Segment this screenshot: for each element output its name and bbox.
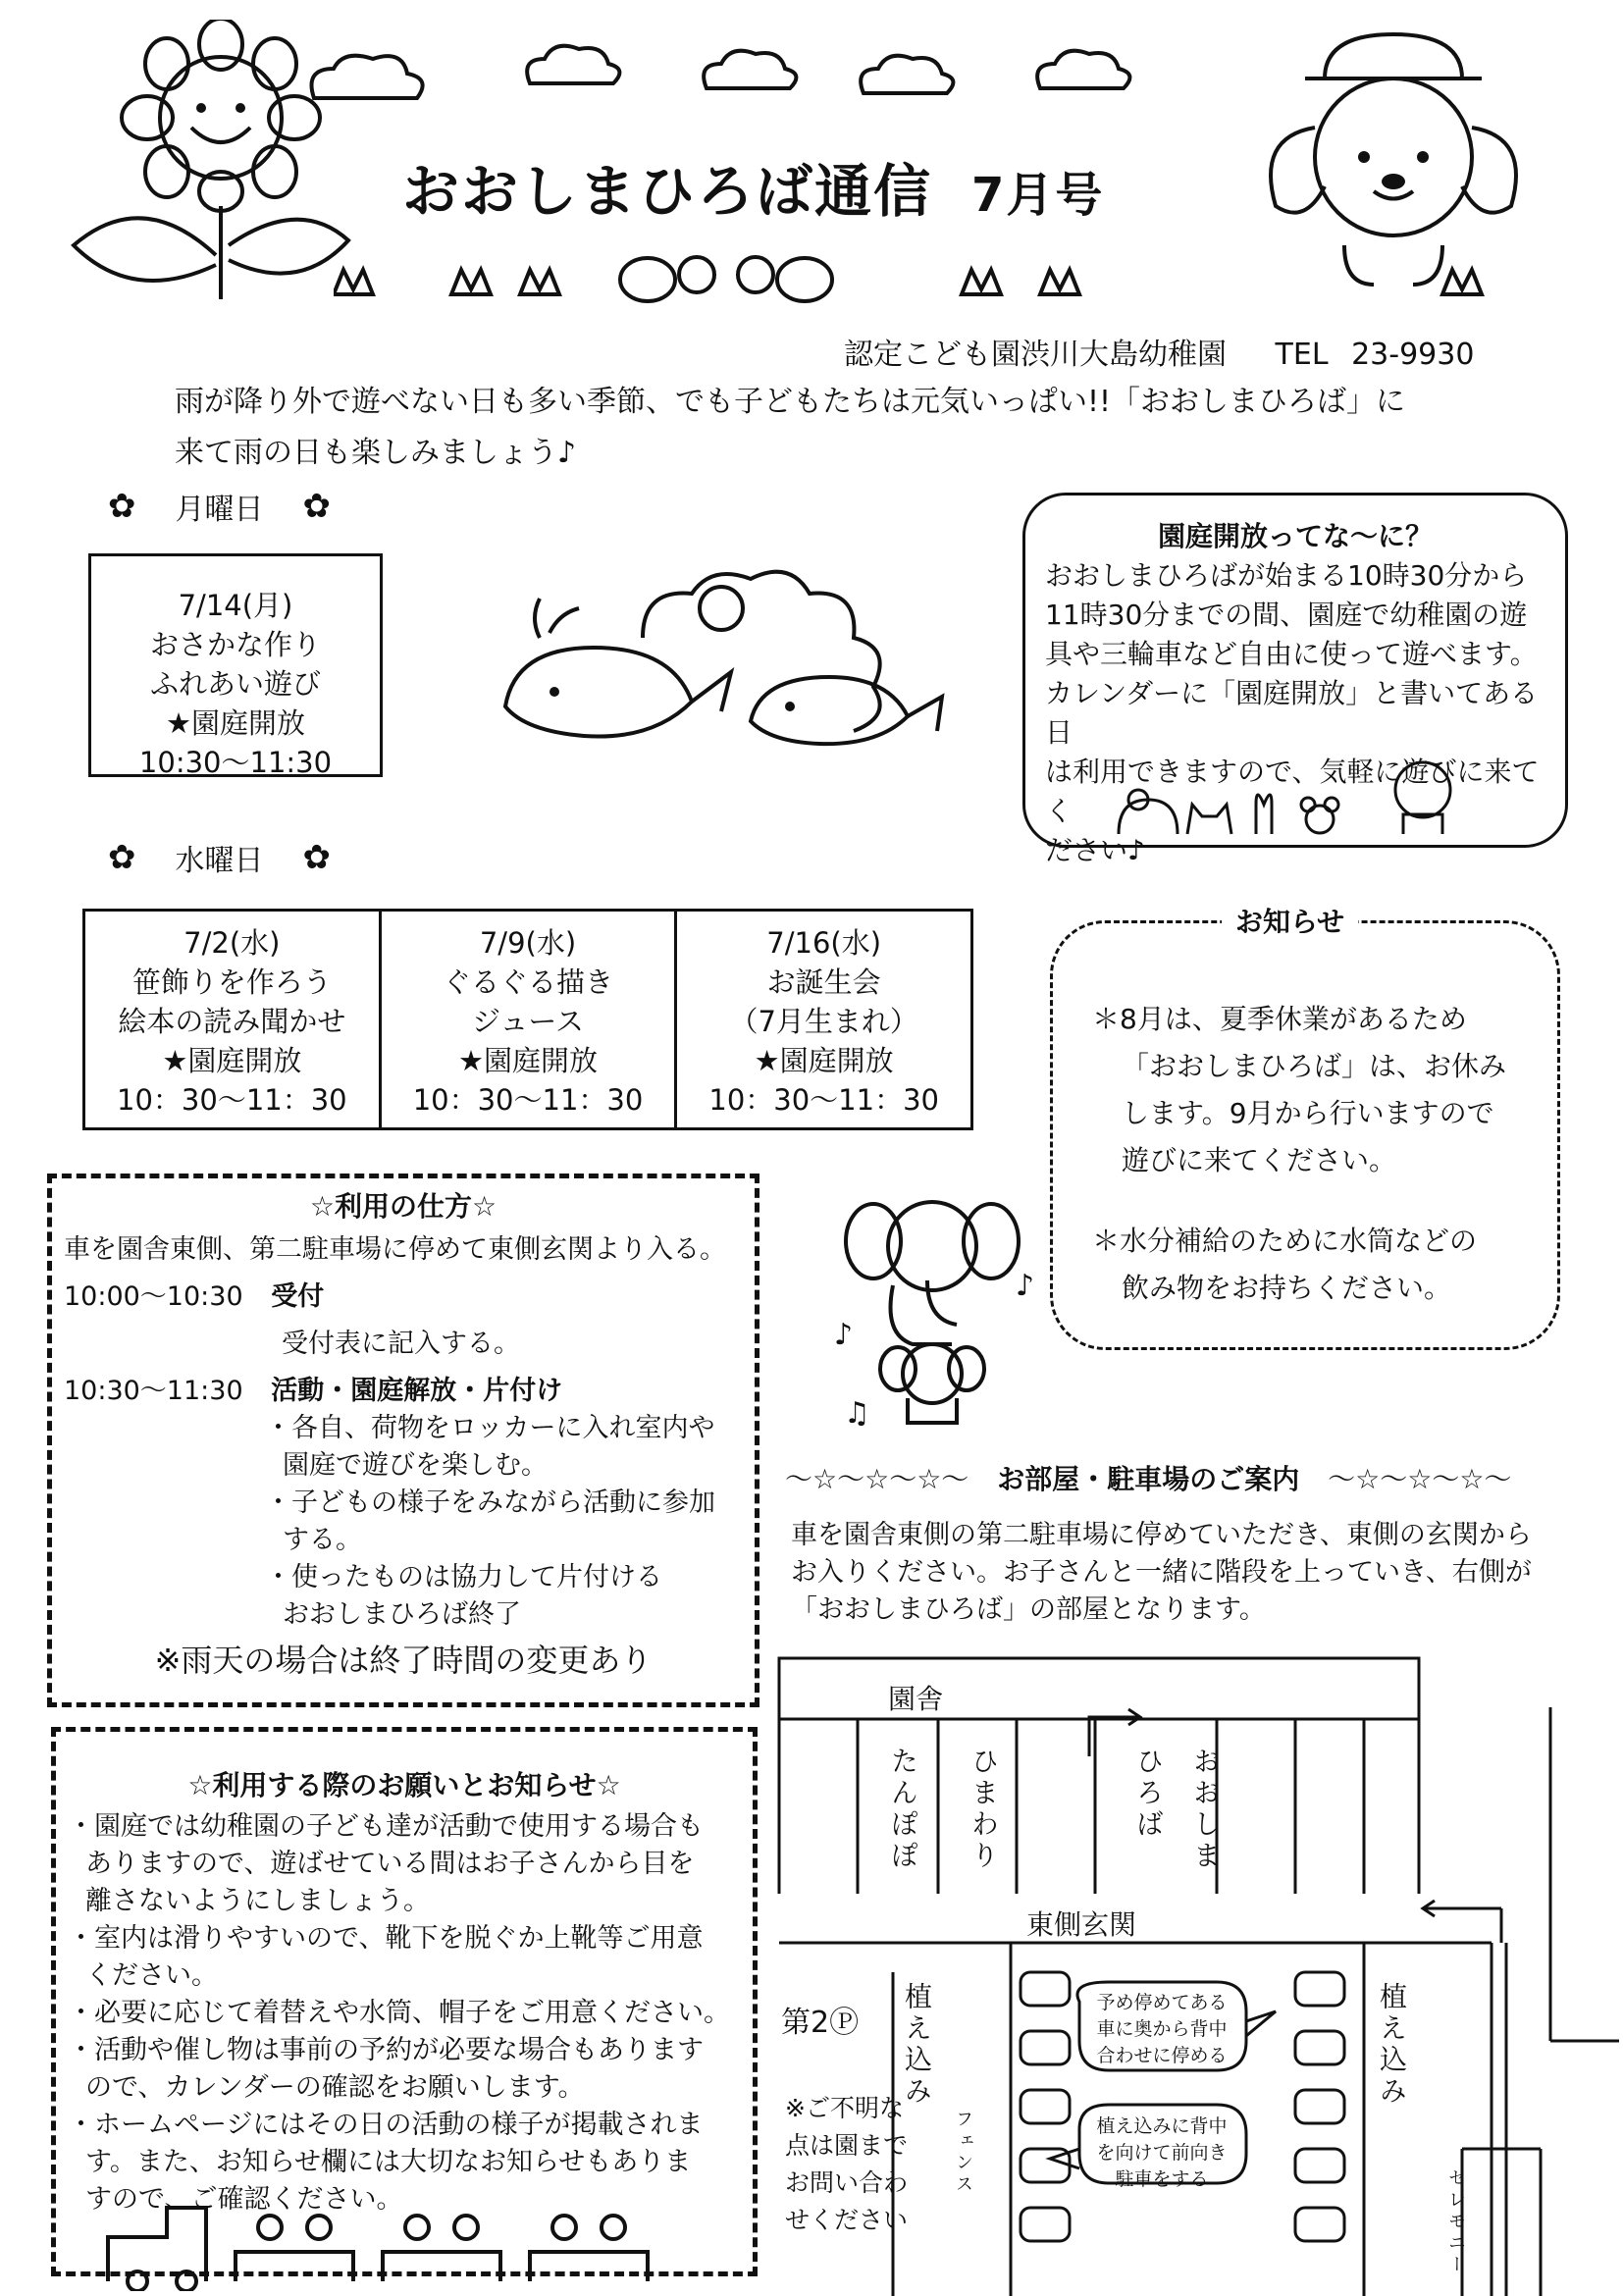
event-time: 10：30〜11：30	[412, 1083, 644, 1117]
usage-box	[47, 1174, 759, 1707]
request-line: ・活動や催し物は事前の予約が必要な場合もあります	[68, 2035, 704, 2065]
guide-line: 「おおしまひろば」の部屋となります。	[791, 1594, 1266, 1625]
guide-text	[791, 1517, 1532, 1629]
notice-line: ＊8月は、夏季休業があるため	[1092, 1003, 1467, 1035]
event-line: お誕生会	[766, 965, 881, 999]
inquiry-line: 点は園まで	[785, 2131, 909, 2160]
intro-line-1: 雨が降り外で遊べない日も多い季節、でも子どもたちは元気いっぱい!!「おおしまひろば」に	[175, 385, 1406, 419]
flower-icon: ✿	[108, 838, 136, 877]
notice-line: します。9月から行いますので	[1122, 1097, 1494, 1129]
notice-line: 「おおしまひろば」は、お休み	[1122, 1050, 1507, 1082]
event-line: ★園庭開放	[754, 1044, 894, 1077]
wednesday-heading-label: 水曜日	[175, 844, 264, 878]
map-bubble-1	[1083, 1990, 1240, 2069]
inquiry-line: ※ご不明な	[785, 2094, 904, 2122]
usage-title: ☆利用の仕方☆	[309, 1190, 497, 1223]
bubble-line: を向けて前向き	[1096, 2142, 1228, 2164]
map-bubble-2	[1083, 2113, 1240, 2193]
garden-open-line: ださい♪	[1045, 834, 1145, 866]
event-date: 7/14(月)	[178, 589, 293, 622]
page-title	[402, 145, 1104, 228]
event-line: 絵本の読み聞かせ	[118, 1005, 346, 1038]
request-line: 離さないようにしましょう。	[85, 1886, 430, 1916]
rain-note: ※雨天の場合は終了時間の変更あり	[154, 1642, 653, 1679]
organization-name: 認定こども園渋川大島幼稚園	[844, 338, 1227, 372]
wednesday-event-cell	[674, 912, 970, 1127]
usage-bullet: ・各自、荷物をロッカーに入れ室内や	[265, 1413, 715, 1443]
map-room-himawari: ひまわり	[968, 1747, 1000, 1872]
elephants-illustration	[824, 1187, 1050, 1433]
event-line: 笹飾りを作ろう	[131, 965, 332, 999]
usage-label: 活動・園庭解放・片付け	[271, 1376, 563, 1406]
usage-label: 受付	[271, 1281, 325, 1312]
notice-box	[1050, 920, 1560, 1350]
garden-open-title: 園庭開放ってな〜に？	[1157, 520, 1433, 552]
monday-heading	[108, 485, 331, 528]
animals-row-illustration	[1109, 756, 1482, 844]
requests-title: ☆利用する際のお願いとお知らせ☆	[187, 1769, 621, 1801]
event-time: 10:30〜11:30	[138, 746, 333, 779]
grass-and-bees-decoration	[334, 245, 1531, 314]
map-parking-label: 第2Ⓟ	[781, 2006, 860, 2040]
usage-time: 10:00〜10:30	[64, 1281, 243, 1312]
map-inquiry-note	[785, 2090, 908, 2239]
request-line: す。また、お知らせ欄には大切なお知らせもありま	[85, 2147, 692, 2177]
notice-title: お知らせ	[1222, 901, 1358, 940]
event-line: （7月生まれ）	[729, 1005, 918, 1038]
guide-title: お部屋・駐車場のご案内	[997, 1463, 1300, 1495]
svg-text:♫: ♫	[844, 1396, 870, 1431]
bubble-line: 合わせに停める	[1096, 2045, 1228, 2066]
bubble-line: 植え込みに背中	[1096, 2115, 1228, 2137]
request-line: ください。	[85, 1960, 218, 1991]
garden-open-line: カレンダーに「園庭開放」と書いてある日	[1045, 677, 1539, 749]
issue-label: 7月号	[971, 168, 1105, 223]
flower-icon: ✿	[302, 838, 331, 877]
notice-line: 遊びに来てください。	[1122, 1144, 1397, 1176]
map-room-hiroba: ひろば	[1132, 1747, 1165, 1841]
usage-bullet: 園庭で遊びを楽しむ。	[283, 1450, 548, 1481]
usage-bullet: ・使ったものは協力して片付ける	[265, 1562, 662, 1592]
bubble-line: 車に奥から背中	[1096, 2018, 1228, 2040]
usage-desc: 受付表に記入する。	[282, 1329, 520, 1359]
event-line: ふれあい遊び	[149, 667, 321, 701]
clouds-decoration	[294, 39, 1325, 128]
train-illustration	[98, 2198, 707, 2291]
intro-line-2: 来て雨の日も楽しみましょう♪	[175, 436, 577, 470]
flower-icon: ✿	[108, 487, 136, 526]
request-line: ・園庭では幼稚園の子ども達が活動で使用する場合も	[68, 1811, 704, 1842]
garden-open-line: 具や三輪車など自由に使って遊べます。	[1045, 638, 1538, 670]
usage-bullet: おおしまひろば終了	[283, 1599, 521, 1630]
svg-text:♪: ♪	[834, 1318, 854, 1352]
guide-deco: 〜☆〜☆〜☆〜	[1328, 1463, 1512, 1495]
map-entrance-label: 東側玄関	[1026, 1908, 1137, 1941]
map-planting-right: 植え込み	[1376, 1982, 1408, 2108]
bubble-line: 駐車をする	[1115, 2168, 1209, 2190]
map-fence-label: フェンス	[953, 2110, 973, 2196]
inquiry-line: お問い合わ	[785, 2168, 909, 2197]
map-ceremony-label: セレモニー	[1445, 2168, 1466, 2276]
organization-line	[844, 330, 1474, 373]
wednesday-event-cell	[85, 912, 379, 1127]
request-line: ・室内は滑りやすいので、靴下を脱ぐか上靴等ご用意	[68, 1923, 704, 1954]
event-line: ★園庭開放	[458, 1044, 598, 1077]
event-line: おさかな作り	[149, 628, 321, 661]
intro-text	[175, 377, 1405, 479]
tel-label: TEL	[1275, 338, 1329, 372]
event-time: 10：30〜11：30	[117, 1083, 347, 1117]
event-date: 7/2(水)	[183, 926, 281, 960]
event-line: ジュース	[472, 1005, 584, 1038]
wednesday-events-table	[82, 909, 973, 1130]
map-room-oshima: おおしま	[1189, 1747, 1222, 1872]
guide-deco: 〜☆〜☆〜☆〜	[785, 1463, 969, 1495]
event-line: ★園庭開放	[162, 1044, 302, 1077]
notice-line: ＊水分補給のために水筒などの	[1092, 1225, 1478, 1257]
guide-line: 車を園舎東側の第二駐車場に停めていただき、東側の玄関から	[791, 1520, 1532, 1550]
inquiry-line: せください	[785, 2206, 909, 2234]
garden-open-line: おおしまひろばが始まる10時30分から	[1045, 559, 1528, 592]
requests-box	[51, 1727, 758, 2276]
wednesday-event-cell	[379, 912, 675, 1127]
tel-number: 23-9930	[1351, 338, 1475, 372]
guide-line: お入りください。お子さんと一緒に階段を上っていき、右側が	[791, 1557, 1532, 1588]
request-line: ・必要に応じて着替えや水筒、帽子をご用意ください。	[68, 1998, 730, 2028]
whales-illustration	[486, 559, 957, 770]
monday-heading-label: 月曜日	[175, 493, 264, 527]
monday-event-box	[88, 553, 383, 777]
usage-bullet: ・子どもの様子をみながら活動に参加	[265, 1487, 715, 1518]
bubble-line: 予め停めてある	[1096, 1992, 1228, 2013]
guide-heading	[785, 1458, 1511, 1497]
request-line: すので、ご確認ください。	[85, 2184, 403, 2215]
event-date: 7/16(水)	[766, 926, 882, 960]
wednesday-heading	[108, 836, 331, 879]
usage-time: 10:30〜11:30	[64, 1376, 243, 1406]
event-time: 10：30〜11：30	[708, 1083, 939, 1117]
request-line: ・ホームページにはその日の活動の様子が掲載されま	[68, 2110, 704, 2140]
map-building-label: 園舎	[888, 1683, 944, 1715]
flower-icon: ✿	[302, 487, 331, 526]
event-line: ぐるぐる描き	[443, 965, 614, 999]
map-planting-left: 植え込み	[901, 1982, 933, 2108]
newsletter-title: おおしまひろば通信	[402, 158, 933, 225]
garden-open-line: は利用できますので、気軽に遊びに来てく	[1045, 756, 1540, 827]
notice-line: 飲み物をお持ちください。	[1122, 1272, 1452, 1304]
request-line: ので、カレンダーの確認をお願いします。	[85, 2072, 585, 2103]
request-line: ありますので、遊ばせている間はお子さんから目を	[85, 1849, 695, 1879]
event-date: 7/9(水)	[479, 926, 577, 960]
svg-text:♪: ♪	[1016, 1269, 1035, 1303]
usage-intro: 車を園舎東側、第二駐車場に停めて東側玄関より入る。	[64, 1234, 726, 1265]
map-room-tanpopo: たんぽぽ	[887, 1747, 919, 1872]
event-line: ★園庭開放	[166, 706, 305, 740]
garden-open-line: 11時30分までの間、園庭で幼稚園の遊	[1045, 599, 1528, 631]
usage-bullet: する。	[283, 1525, 362, 1555]
